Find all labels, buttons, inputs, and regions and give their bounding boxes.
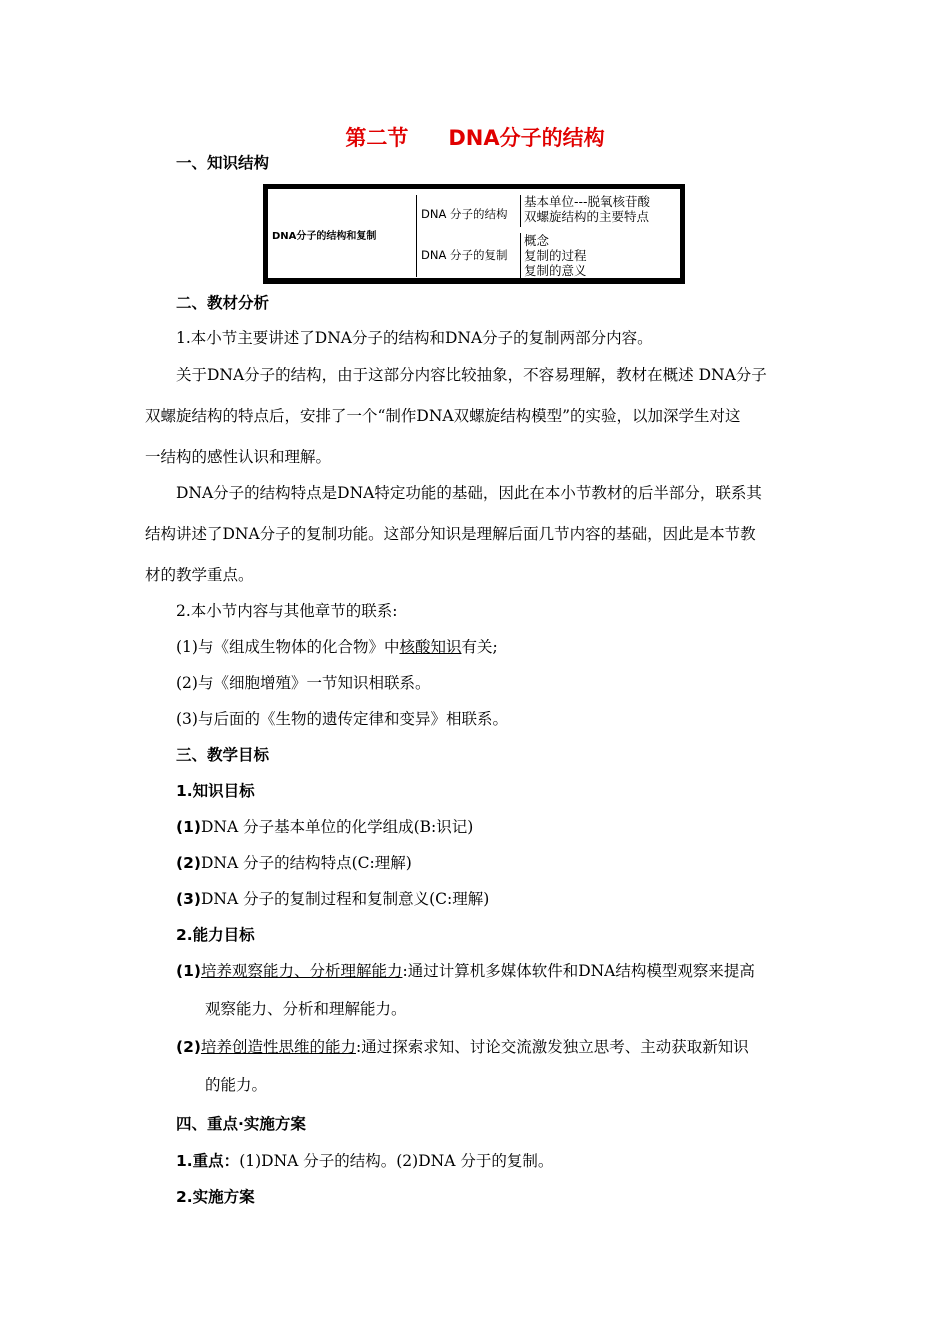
relation-item-3: (3)与后面的《生物的遗传定律和变异》相联系。	[176, 710, 508, 728]
knowledge-structure-diagram	[263, 184, 685, 284]
diagram-leaf-process: 复制的过程	[524, 248, 587, 263]
analysis-paragraph-3-line-1: DNA分子的结构特点是DNA特定功能的基础，因此在本小节教材的后半部分，联系其	[176, 484, 762, 502]
heading-knowledge-structure: 一、知识结构	[176, 154, 270, 172]
heading-teaching-goals: 三、教学目标	[176, 746, 270, 764]
analysis-paragraph-1: 1.本小节主要讲述了DNA分子的结构和DNA分子的复制两部分内容。	[176, 329, 653, 347]
diagram-root: DNA分子的结构和复制	[272, 231, 377, 242]
ability-goal-2: (2)培养创造性思维的能力:通过探索求知、讨论交流激发独立思考、主动获取新知识	[176, 1038, 749, 1056]
relation-item-2: (2)与《细胞增殖》一节知识相联系。	[176, 674, 431, 692]
diagram-bracket-2	[520, 195, 521, 227]
knowledge-goal-3: (3)DNA 分子的复制过程和复制意义(C:理解)	[176, 890, 490, 908]
ability-goal-1-continued: 观察能力、分析和理解能力。	[205, 1000, 407, 1018]
relation-item-1: (1)与《组成生物体的化合物》中核酸知识有关;	[176, 638, 498, 656]
heading-textbook-analysis: 二、教材分析	[176, 294, 270, 312]
key-points-line: 1.重点：(1)DNA 分子的结构。(2)DNA 分于的复制。	[176, 1152, 554, 1170]
analysis-paragraph-3-line-3: 材的教学重点。	[145, 566, 254, 584]
subheading-ability-goals: 2.能力目标	[176, 926, 255, 944]
analysis-paragraph-4: 2.本小节内容与其他章节的联系:	[176, 602, 398, 620]
analysis-paragraph-2-line-3: 一结构的感性认识和理解。	[145, 448, 332, 466]
analysis-paragraph-2-line-2: 双螺旋结构的特点后，安排了一个“制作DNA双螺旋结构模型”的实验，以加深学生对这	[145, 407, 741, 425]
subheading-knowledge-goals: 1.知识目标	[176, 782, 255, 800]
heading-key-points: 四、重点·实施方案	[176, 1115, 306, 1133]
ability-goal-2-continued: 的能力。	[205, 1076, 268, 1094]
diagram-bracket-1	[416, 195, 417, 277]
knowledge-goal-1: (1)DNA 分子基本单位的化学组成(B:识记)	[176, 818, 474, 836]
diagram-branch-replication: DNA 分子的复制	[421, 248, 508, 262]
title-section-number: 第二节	[345, 126, 409, 150]
page-title	[0, 122, 950, 152]
subheading-implementation-plan: 2.实施方案	[176, 1188, 255, 1206]
diagram-leaf-concept: 概念	[524, 233, 550, 248]
analysis-paragraph-3-line-2: 结构讲述了DNA分子的复制功能。这部分知识是理解后面几节内容的基础，因此是本节教	[145, 525, 756, 543]
diagram-branch-structure: DNA 分子的结构	[421, 207, 508, 221]
knowledge-goal-2: (2)DNA 分子的结构特点(C:理解)	[176, 854, 412, 872]
analysis-paragraph-2-line-1: 关于DNA分子的结构，由于这部分内容比较抽象，不容易理解，教材在概述 DNA分子	[176, 366, 767, 384]
title-topic: DNA分子的结构	[448, 126, 605, 150]
underlined-term: 核酸知识	[399, 638, 462, 656]
ability-goal-1: (1)培养观察能力、分析理解能力:通过计算机多媒体软件和DNA结构模型观察来提高	[176, 962, 755, 980]
diagram-leaf-significance: 复制的意义	[524, 263, 587, 278]
diagram-leaf-helix: 双螺旋结构的主要特点	[524, 209, 650, 224]
diagram-leaf-unit: 基本单位---脱氧核苷酸	[524, 194, 651, 209]
diagram-bracket-3	[520, 233, 521, 279]
